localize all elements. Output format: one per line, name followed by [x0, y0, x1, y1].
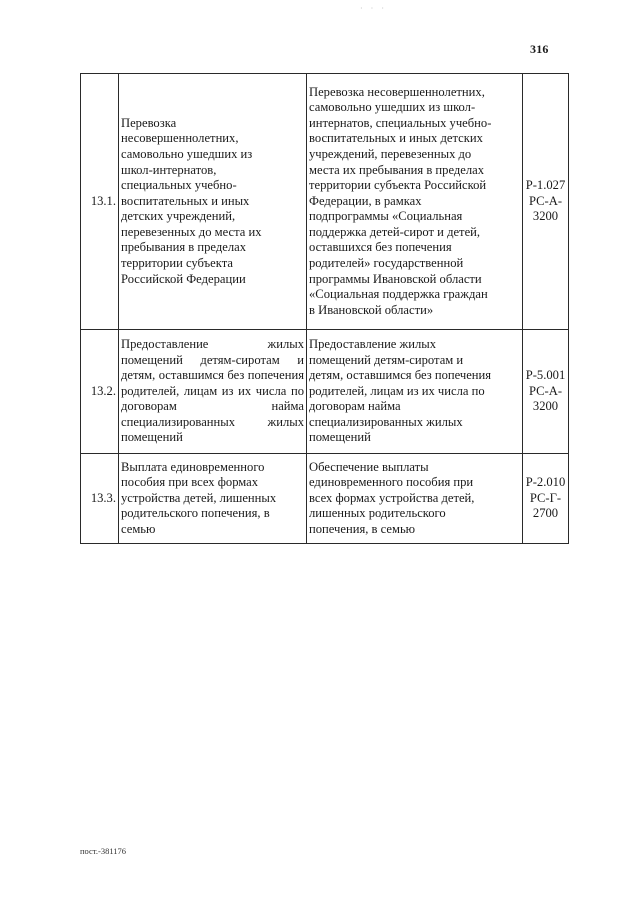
- table-row: [81, 330, 569, 454]
- service-description: Перевозка несовершеннолетних, самовольно ушедших из школ- интернатов, специальных учебно- воспитательных и иных детских учреждений, перевезенных до места их пребывания в пределах территории субъекта Российской Федерации, в рамках подпрограммы «Социальная поддержка детей-сирот и детей, оставшихся без попечения родителей» государственной программы Ивановской области «Социальная поддержка граждан в Ивановской области»: [307, 74, 523, 330]
- table-row: [81, 74, 569, 330]
- row-number: 13.3.: [81, 454, 119, 544]
- footer-document-id: пост.-381176: [80, 846, 126, 856]
- service-description: Предоставление жилых помещений детям-сиротам и детям, оставшимся без попечения родителей, лицам из их числа по договорам найма специализированных жилых помещений: [307, 330, 523, 454]
- service-name: Предоставление жилых помещений детям-сиротам и детям, оставшимся без попечения родителей, лицам из их числа по договорам найма специализированных жилых помещений: [119, 330, 307, 454]
- page-number: 316: [530, 42, 549, 56]
- scan-artifact: · · ·: [360, 4, 387, 13]
- row-number: 13.1.: [81, 74, 119, 330]
- service-name: Перевозка несовершеннолетних, самовольно ушедших из школ-интернатов, специальных учебно- воспитательных и иных детских учреждений, перевезенных до места их пребывания в пределах территории субъекта Российской Федерации: [119, 74, 307, 330]
- table-row: [81, 454, 569, 544]
- service-name: Выплата единовременного пособия при всех формах устройства детей, лишенных родительского попечения, в семью: [119, 454, 307, 544]
- row-number: 13.2.: [81, 330, 119, 454]
- document-table: [80, 73, 569, 544]
- service-code: Р-5.001 РС-А- 3200: [523, 330, 569, 454]
- service-description: Обеспечение выплаты единовременного пособия при всех формах устройства детей, лишенных родительского попечения, в семью: [307, 454, 523, 544]
- service-code: Р-2.010 РС-Г- 2700: [523, 454, 569, 544]
- service-code: Р-1.027 РС-А- 3200: [523, 74, 569, 330]
